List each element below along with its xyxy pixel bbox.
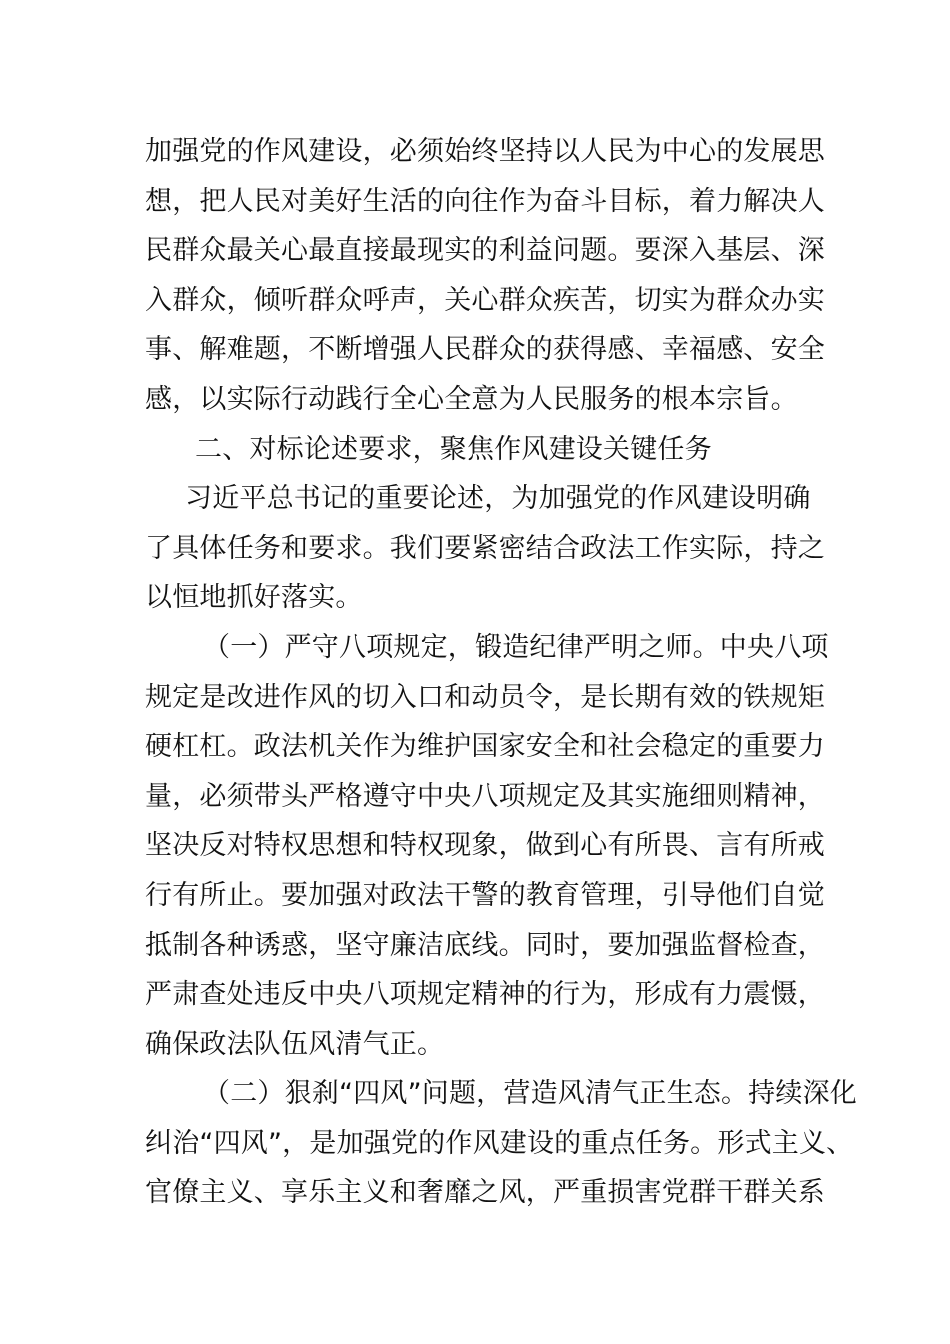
body-line: 纠治“四风”，是加强党的作风建设的重点任务。形式主义、 <box>145 1127 854 1159</box>
body-line: 入群众，倾听群众呼声，关心群众疾苦，切实为群众办实 <box>145 284 825 316</box>
body-line: 事、解难题，不断增强人民群众的获得感、幸福感、安全 <box>145 334 825 366</box>
body-line: 官僚主义、享乐主义和奢靡之风，严重损害党群干群关系 <box>145 1177 825 1209</box>
body-line: 确保政法队伍风清气正。 <box>145 1028 445 1060</box>
subsection-line: （二）狠刹“四风”问题，营造风清气正生态。持续深化 <box>203 1078 857 1110</box>
body-line: 量，必须带头严格遵守中央八项规定及其实施细则精神， <box>145 780 825 812</box>
body-line: 以恒地抓好落实。 <box>145 582 363 614</box>
body-line: 民群众最关心最直接最现实的利益问题。要深入基层、深 <box>145 235 825 267</box>
body-line: 习近平总书记的重要论述，为加强党的作风建设明确 <box>185 483 811 515</box>
body-line: 加强党的作风建设，必须始终坚持以人民为中心的发展思 <box>145 136 825 167</box>
body-line: 硬杠杠。政法机关作为维护国家安全和社会稳定的重要力 <box>145 731 825 763</box>
body-line: 抵制各种诱惑，坚守廉洁底线。同时，要加强监督检查， <box>145 929 825 961</box>
subsection-line: （一）严守八项规定，锻造纪律严明之师。中央八项 <box>203 631 829 663</box>
body-line: 严肃查处违反中央八项规定精神的行为，形成有力震慑， <box>145 979 825 1011</box>
body-line: 了具体任务和要求。我们要紧密结合政法工作实际，持之 <box>145 532 825 564</box>
body-line: 坚决反对特权思想和特权现象，做到心有所畏、言有所戒 <box>145 830 825 862</box>
body-line: 行有所止。要加强对政法干警的教育管理，引导他们自觉 <box>145 879 825 911</box>
body-line: 规定是改进作风的切入口和动员令，是长期有效的铁规矩 <box>145 681 825 713</box>
document-body <box>145 127 857 1218</box>
body-line: 感，以实际行动践行全心全意为人民服务的根本宗旨。 <box>145 383 798 415</box>
section-heading: 二、对标论述要求，聚焦作风建设关键任务 <box>195 433 712 465</box>
body-line: 想，把人民对美好生活的向往作为奋斗目标，着力解决人 <box>145 185 825 217</box>
